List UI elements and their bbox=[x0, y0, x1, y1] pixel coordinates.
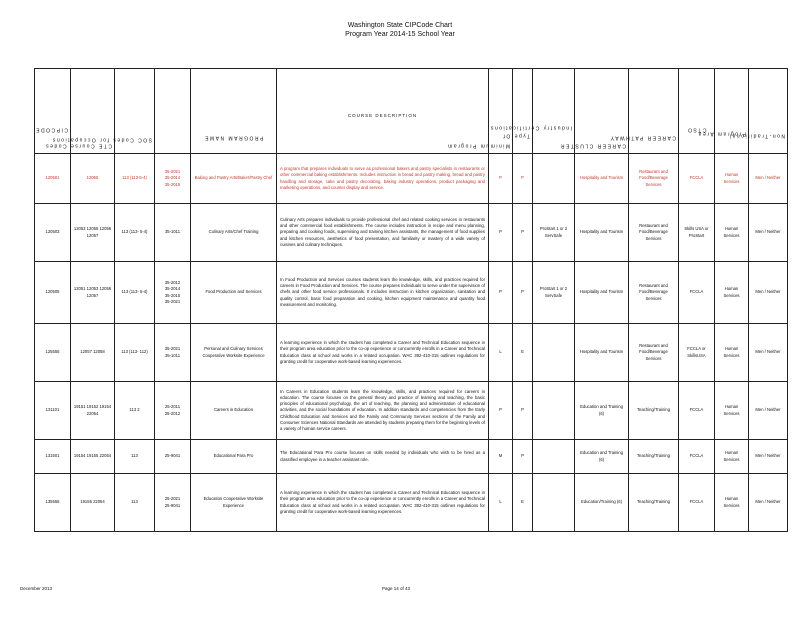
chart-title: Washington State CIPCode Chart bbox=[347, 22, 453, 29]
ctso-cell: FCCLA bbox=[679, 382, 715, 440]
header-career-pathway: CAREER PATHWAY bbox=[629, 69, 679, 154]
course-description-cell: A learning experience in which the student has completed a Career and Technical Education sequence in their program area education prior to the co-op experience or concurrently enrolls in a Career and Technical Education class at school and works in a related occupation. WAC 392-410-315 outlines regulations for granting credit for cooperative work-based learning experiences. bbox=[277, 324, 489, 382]
ctso-cell: FCCLA bbox=[679, 474, 715, 532]
career-pathway-cell: Restaurant and Food/Beverage Services bbox=[629, 324, 679, 382]
occupation-codes-cell: 35-2021 35-1011 bbox=[155, 324, 191, 382]
type-cell: P bbox=[513, 154, 533, 204]
program-area-cell: Human Services bbox=[715, 324, 749, 382]
header-blank bbox=[155, 69, 191, 154]
table-row bbox=[35, 440, 788, 474]
course-description-cell: A learning experience in which the student has completed a Career and Technical Education sequence in their program area education prior to the co-op experience or concurrently enrolls in a Career and Technical Education class at school and works in a related occupation. WAC 392-410-315 outlines regulations for granting credit for cooperative work-based learning experiences. bbox=[277, 474, 489, 532]
career-cluster-cell: Education and Training (6) bbox=[575, 382, 629, 440]
min-program-cell: P bbox=[489, 154, 513, 204]
min-program-cell: L bbox=[489, 324, 513, 382]
career-cluster-cell: Education/Training (6) bbox=[575, 474, 629, 532]
header-course-description: COURSE DESCRIPTION bbox=[277, 69, 489, 154]
occupation-codes-cell: 25-2011 25-2012 bbox=[155, 382, 191, 440]
ctso-cell: FCCLA or SkillsUSA bbox=[679, 324, 715, 382]
type-cell: E bbox=[513, 324, 533, 382]
header-cipcode: CIPCODE bbox=[35, 69, 71, 154]
occupation-codes-cell: 35-2012 35-2014 35-2015 35-2021 bbox=[155, 262, 191, 324]
program-area-cell: Human Services bbox=[715, 154, 749, 204]
min-program-cell: P bbox=[489, 204, 513, 262]
header-program-area: Program Area bbox=[715, 69, 749, 154]
certification-cell bbox=[533, 440, 575, 474]
type-cell: P bbox=[513, 204, 533, 262]
course-codes-cell: 19154 19155 22054 bbox=[71, 440, 115, 474]
certification-cell: ProStart 1 or 2 ServSafe bbox=[533, 262, 575, 324]
certification-cell bbox=[533, 474, 575, 532]
program-name-cell: Baking and Pastry Arts/Baker/Pastry Chef bbox=[191, 154, 277, 204]
occupation-codes-cell: 25-9041 bbox=[155, 440, 191, 474]
ctso-cell: FCCLA bbox=[679, 440, 715, 474]
type-cell: P bbox=[513, 440, 533, 474]
cip-code-cell: 131101 bbox=[35, 382, 71, 440]
header-non-traditional: Non-Traditional bbox=[749, 69, 788, 154]
cip-code-cell: 135555 bbox=[35, 474, 71, 532]
program-area-cell: Human Services bbox=[715, 474, 749, 532]
career-pathway-cell: Teaching/Training bbox=[629, 474, 679, 532]
program-name-cell: Education Cooperative Worksite Experience bbox=[191, 474, 277, 532]
type-cell: E bbox=[513, 474, 533, 532]
career-cluster-cell: Education and Training (6) bbox=[575, 440, 629, 474]
course-description-cell: In Careers in Education students learn the knowledge, skills, and practices required for careers in education. The course focuses on the general theory and practice of learning and teaching, the basic principles of educational psychology, the art of teaching, the planning and administration of educational activities, and the social foundations of education. In addition standards and competencies from the Early Childhood Education and Services and the Family and Community Services sections of the Family and Consumer Sciences National Standards are attended by students preparing them for the beginning levels of a variety of human service careers. bbox=[277, 382, 489, 440]
career-cluster-cell: Hospitality and Tourism bbox=[575, 324, 629, 382]
non-traditional-cell: Men / Neither bbox=[749, 154, 788, 204]
course-codes-cell: 12055 bbox=[71, 154, 115, 204]
course-codes-cell: 19151 19152 19154 22054 bbox=[71, 382, 115, 440]
course-description-cell: Culinary Arts prepares individuals to provide professional chef and related cooking services in restaurants and other commercial food establishments. The course includes instruction in recipe and menu planning, preparing and cooking foods, supervising and training kitchen assistants, the management of food supplies and kitchen resources, aesthetics of food presentation, and familiarity or mastery of a wide variety of cuisines and culinary techniques. bbox=[277, 204, 489, 262]
course-description-cell: In Food Production and Services courses students learn the knowledge, skills, and practices required for careers in Food Production and Services. The course prepares individuals to serve under the supervision of chefs and other food service professionals. It includes instruction in kitchen organization, sanitation and quality control, basic food preparation and cooking, kitchen equipment maintenance and quantity food measurement and monitoring. bbox=[277, 262, 489, 324]
footer-date: December 2013 bbox=[20, 586, 53, 591]
program-area-cell: Human Services bbox=[715, 204, 749, 262]
soc-cell: 113 bbox=[115, 440, 155, 474]
table-row bbox=[35, 204, 788, 262]
certification-cell bbox=[533, 382, 575, 440]
certification-cell bbox=[533, 324, 575, 382]
min-program-cell: P bbox=[489, 262, 513, 324]
cip-code-cell: 120503 bbox=[35, 204, 71, 262]
min-program-cell: L bbox=[489, 474, 513, 532]
certification-cell: ProStart 1 or 2 ServSafe bbox=[533, 204, 575, 262]
table-row bbox=[35, 154, 788, 204]
type-cell: P bbox=[513, 382, 533, 440]
program-name-cell: Personal and Culinary Services Cooperative Worksite Experience bbox=[191, 324, 277, 382]
occupation-codes-cell: 35-1011 bbox=[155, 204, 191, 262]
program-name-cell: Food Production and Services bbox=[191, 262, 277, 324]
career-cluster-cell: Hospitality and Tourism bbox=[575, 154, 629, 204]
ctso-cell: Skills USA or ProStart bbox=[679, 204, 715, 262]
course-codes-cell: 12051 12053 12056 12057 bbox=[71, 262, 115, 324]
course-codes-cell: 12053 12055 12056 12057 bbox=[71, 204, 115, 262]
career-pathway-cell: Restaurant and Food/Beverage Services bbox=[629, 154, 679, 204]
header-soc-codes: SOC Codes for Occupations bbox=[115, 69, 155, 154]
table-header-row bbox=[35, 69, 788, 154]
occupation-codes-cell: 25-2021 25-9041 bbox=[155, 474, 191, 532]
soc-cell: 113 (113- 112) bbox=[115, 324, 155, 382]
non-traditional-cell: Men / Neither bbox=[749, 440, 788, 474]
min-program-cell: P bbox=[489, 382, 513, 440]
soc-cell: 113 2 bbox=[115, 382, 155, 440]
cip-code-cell: 125555 bbox=[35, 324, 71, 382]
soc-cell: 113 (113- 5-4) bbox=[115, 262, 155, 324]
table-row bbox=[35, 324, 788, 382]
header-program-name: PROGRAM NAME bbox=[191, 69, 277, 154]
header-ctso: CTSO bbox=[679, 69, 715, 154]
soc-cell: 113 (113- 5-4) bbox=[115, 204, 155, 262]
course-description-cell: A program that prepares individuals to serve as professional bakers and pastry specialists in restaurants or other commercial baking establishments. Includes instruction in bread and pastry making, bread and pastry handling and storage, cake and pastry decorating, baking industry operations, product packaging and marketing operations, and counter display and service. bbox=[277, 154, 489, 204]
program-area-cell: Human Services bbox=[715, 262, 749, 324]
soc-cell: 113 (113-5-4) bbox=[115, 154, 155, 204]
program-name-cell: Careers in Education bbox=[191, 382, 277, 440]
career-pathway-cell: Teaching/Training bbox=[629, 440, 679, 474]
header-min-program: Minimum Program bbox=[489, 69, 513, 154]
cip-code-cell: 131501 bbox=[35, 440, 71, 474]
program-name-cell: Culinary Arts/Chef Training bbox=[191, 204, 277, 262]
occupation-codes-cell: 35-2021 35-2014 35-2015 bbox=[155, 154, 191, 204]
non-traditional-cell: Men / Neither bbox=[749, 204, 788, 262]
program-area-cell: Human Services bbox=[715, 382, 749, 440]
ctso-cell: FCCLA bbox=[679, 154, 715, 204]
career-cluster-cell: Hospitality and Tourism bbox=[575, 262, 629, 324]
non-traditional-cell: Men / Neither bbox=[749, 474, 788, 532]
career-pathway-cell: Restaurant and Food/Beverage Services bbox=[629, 262, 679, 324]
chart-subtitle: Program Year 2014-15 School Year bbox=[345, 31, 455, 38]
certification-cell bbox=[533, 154, 575, 204]
non-traditional-cell: Men / Neither bbox=[749, 324, 788, 382]
program-name-cell: Educational Para Pro bbox=[191, 440, 277, 474]
cip-code-cell: 120501 bbox=[35, 154, 71, 204]
table-row bbox=[35, 382, 788, 440]
footer-page-number: Page 14 of 43 bbox=[382, 586, 411, 591]
type-cell: P bbox=[513, 262, 533, 324]
course-codes-cell: 19155 22054 bbox=[71, 474, 115, 532]
cip-code-cell: 120505 bbox=[35, 262, 71, 324]
program-area-cell: Human Services bbox=[715, 440, 749, 474]
table-row bbox=[35, 262, 788, 324]
table-row bbox=[35, 474, 788, 532]
soc-cell: 113 bbox=[115, 474, 155, 532]
non-traditional-cell: Men / Neither bbox=[749, 262, 788, 324]
min-program-cell: M bbox=[489, 440, 513, 474]
cipcode-table bbox=[34, 68, 788, 532]
header-course-codes: CTE Course Codes bbox=[71, 69, 115, 154]
header-certifications: Industry Certifications bbox=[533, 69, 575, 154]
ctso-cell: FCCLA bbox=[679, 262, 715, 324]
career-pathway-cell: Teaching/Training bbox=[629, 382, 679, 440]
career-pathway-cell: Restaurant and Food/Beverage Services bbox=[629, 204, 679, 262]
non-traditional-cell: Men / Neither bbox=[749, 382, 788, 440]
career-cluster-cell: Hospitality and Tourism bbox=[575, 204, 629, 262]
header-type-of: Type Of bbox=[513, 69, 533, 154]
course-description-cell: The Educational Para Pro course focuses on skills needed by individuals who wish to be hired as a classified employee in a teacher assistant role. bbox=[277, 440, 489, 474]
header-career-cluster: CAREER CLUSTER bbox=[575, 69, 629, 154]
course-codes-cell: 12057 12058 bbox=[71, 324, 115, 382]
